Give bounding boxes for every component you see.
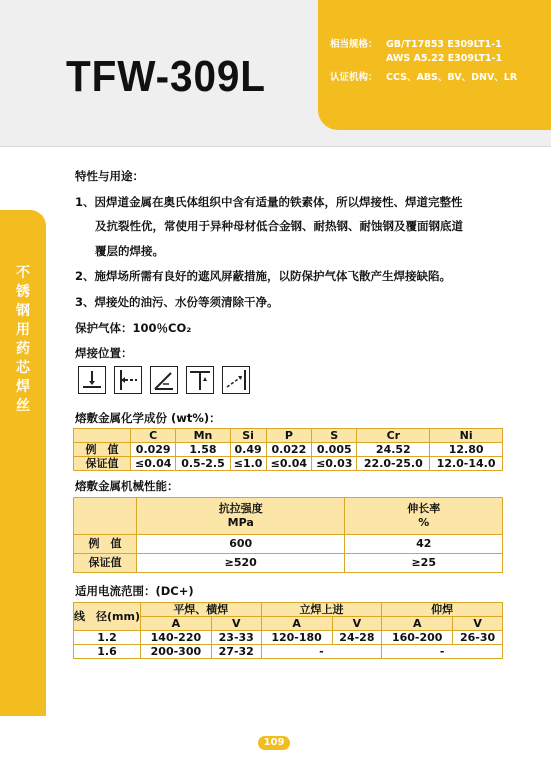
group-flat-horizontal: 平焊、横焊 <box>140 603 261 617</box>
spec-row-1 <box>330 36 502 50</box>
cell: 600 <box>137 535 345 554</box>
col-cr: Cr <box>357 429 430 443</box>
col-si: Si <box>230 429 266 443</box>
overhead-position-icon <box>222 366 250 394</box>
mechanical-header-row <box>74 498 503 535</box>
col-mn: Mn <box>176 429 230 443</box>
table-row <box>74 645 503 659</box>
row-label: 保证值 <box>74 457 131 471</box>
page-number: 109 <box>258 736 290 750</box>
cell: 27-32 <box>211 645 261 659</box>
shield-gas: 保护气体：100％CO₂ <box>75 321 192 335</box>
chemical-table <box>73 428 503 471</box>
cell: 160-200 <box>382 631 453 645</box>
row-label: 1.6 <box>74 645 141 659</box>
cert-label: 认证机构： <box>330 72 378 83</box>
sub-v: V <box>453 617 503 631</box>
row-label: 例 值 <box>74 443 131 457</box>
col-tensile: 抗拉强度 MPa <box>137 498 345 535</box>
cell: ≤0.04 <box>131 457 176 471</box>
chemical-header-row <box>74 429 503 443</box>
row-label: 1.2 <box>74 631 141 645</box>
current-heading: 适用电流范围：(DC+) <box>75 584 194 598</box>
cell: 22.0-25.0 <box>357 457 430 471</box>
table-row <box>74 443 503 457</box>
current-group-row <box>74 603 503 617</box>
cell: ≤0.03 <box>312 457 357 471</box>
spec-box <box>318 0 551 130</box>
spec-value-1: GB/T17853 E309LT1-1 <box>386 39 502 50</box>
sub-v: V <box>211 617 261 631</box>
cell: 0.5-2.5 <box>176 457 230 471</box>
cell: 0.005 <box>312 443 357 457</box>
cell: ≤1.0 <box>230 457 266 471</box>
cell: 12.0-14.0 <box>430 457 503 471</box>
mechanical-heading: 熔敷金属机械性能： <box>75 479 179 493</box>
cell: - <box>261 645 382 659</box>
feature-item-1-cont: 及抗裂性优，常使用于异种母材低合金钢、耐热钢、耐蚀钢及覆面钢底道 <box>95 219 463 233</box>
cell: 1.58 <box>176 443 230 457</box>
chemical-corner <box>74 429 131 443</box>
mechanical-corner <box>74 498 137 535</box>
sub-v: V <box>332 617 382 631</box>
col-elongation: 伸长率 % <box>345 498 503 535</box>
side-tab-label: 不 锈 钢 用 药 芯 焊 丝 <box>16 265 30 414</box>
feature-item-1-cont2: 覆层的焊接。 <box>95 244 164 258</box>
table-row <box>74 631 503 645</box>
cell: 140-220 <box>140 631 211 645</box>
cell: 24-28 <box>332 631 382 645</box>
cell: ≤0.04 <box>266 457 311 471</box>
row-label: 例 值 <box>74 535 137 554</box>
cell: 24.52 <box>357 443 430 457</box>
cert-row <box>330 69 517 83</box>
cert-value: CCS、ABS、BV、DNV、LR <box>386 72 518 83</box>
current-table <box>73 602 503 659</box>
cell: 12.80 <box>430 443 503 457</box>
col-p: P <box>266 429 311 443</box>
spec-label: 相当规格： <box>330 39 378 50</box>
cell: 42 <box>345 535 503 554</box>
table-row <box>74 554 503 573</box>
horizontal-position-icon <box>150 366 178 394</box>
feature-item-1: 1、因焊道金属在奥氏体组织中含有适量的铁素体，所以焊接性、焊道完整性 <box>75 195 463 209</box>
spec-value-2: AWS A5.22 E309LT1-1 <box>386 53 503 64</box>
table-row <box>74 457 503 471</box>
col-s: S <box>312 429 357 443</box>
diameter-label: 线 径(mm) <box>74 603 141 631</box>
group-overhead: 仰焊 <box>382 603 503 617</box>
horizontal-fillet-icon <box>114 366 142 394</box>
mechanical-table <box>73 497 503 573</box>
row-label: 保证值 <box>74 554 137 573</box>
col-ni: Ni <box>430 429 503 443</box>
cell: 0.49 <box>230 443 266 457</box>
cell: ≥520 <box>137 554 345 573</box>
welding-position-heading: 焊接位置： <box>75 346 133 360</box>
side-tab <box>0 210 46 716</box>
cell: 23-33 <box>211 631 261 645</box>
group-vertical-up: 立焊上进 <box>261 603 382 617</box>
sub-a: A <box>382 617 453 631</box>
cell: ≥25 <box>345 554 503 573</box>
vertical-up-icon <box>186 366 214 394</box>
cell: 26-30 <box>453 631 503 645</box>
spec-row-2 <box>330 53 502 64</box>
feature-item-2: 2、施焊场所需有良好的遮风屏蔽措施，以防保护气体飞散产生焊接缺陷。 <box>75 269 451 283</box>
sub-a: A <box>261 617 332 631</box>
cell: 0.029 <box>131 443 176 457</box>
chemical-heading: 熔敷金属化学成份 (wt%)： <box>75 411 221 425</box>
features-heading: 特性与用途： <box>75 169 144 183</box>
table-row <box>74 535 503 554</box>
cell: - <box>382 645 503 659</box>
cell: 0.022 <box>266 443 311 457</box>
flat-position-icon <box>78 366 106 394</box>
sub-a: A <box>140 617 211 631</box>
feature-item-3: 3、焊接处的油污、水份等须清除干净。 <box>75 295 279 309</box>
cell: 120-180 <box>261 631 332 645</box>
product-title: TFW-309L <box>66 52 266 101</box>
cell: 200-300 <box>140 645 211 659</box>
col-c: C <box>131 429 176 443</box>
